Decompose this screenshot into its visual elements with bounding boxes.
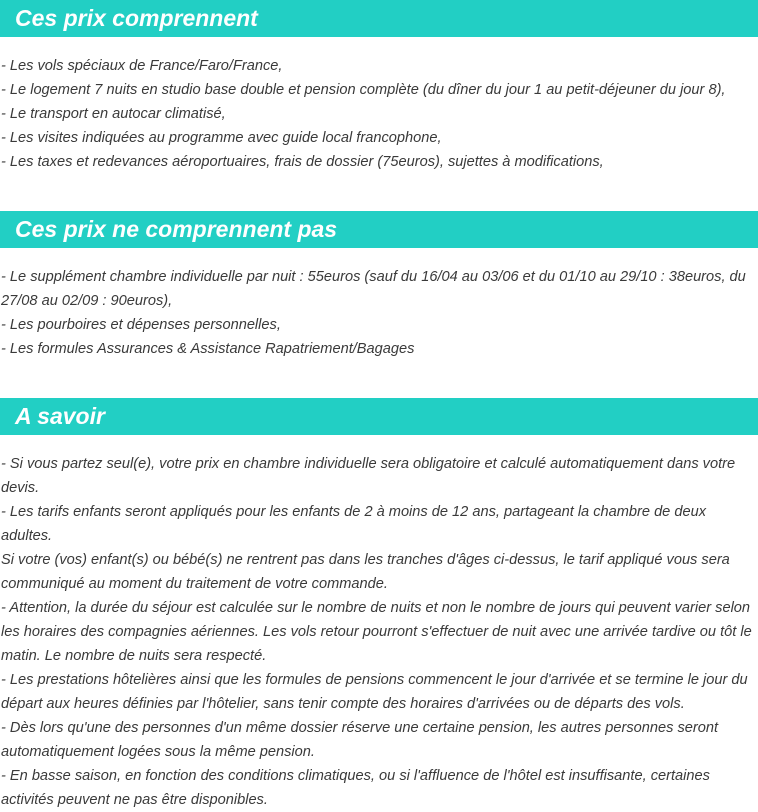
list-item: - Les tarifs enfants seront appliqués pour les enfants de 2 à moins de 12 ans, partageant la chambre de deux adultes. [1, 504, 706, 544]
list-item: - Le supplément chambre individuelle par nuit : 55euros (sauf du 16/04 au 03/06 et du 01/10 au 29/10 : 38euros, du 27/08 au 02/09 : 90euros), [1, 269, 746, 309]
list-item: - En basse saison, en fonction des conditions climatiques, ou si l'affluence de l'hôtel est insuffisante, certaines activités peuvent ne pas être disponibles. [1, 768, 710, 808]
section-header-not-included [0, 211, 758, 248]
list-item: Si votre (vos) enfant(s) ou bébé(s) ne rentrent pas dans les tranches d'âges ci-dessus, le tarif appliqué vous sera communiqué au moment du traitement de votre commande. [1, 552, 730, 592]
list-item: - Les prestations hôtelières ainsi que les formules de pensions commencent le jour d'arrivée et se termine le jour du départ aux heures définies par l'hôtelier, sans tenir compte des horaires d'arrivées ou de départs des vols. [1, 672, 748, 712]
list-item: - Attention, la durée du séjour est calculée sur le nombre de nuits et non le nombre de jours qui peuvent varier selon les horaires des compagnies aériennes. Les vols retour pourront s'effectuer de nuit avec une arrivée tardive ou tôt le matin. Le nombre de nuits sera respecté. [1, 600, 752, 664]
list-item: - Les taxes et redevances aéroportuaires, frais de dossier (75euros), sujettes à modifications, [1, 154, 604, 170]
list-item: - Les visites indiquées au programme avec guide local francophone, [1, 130, 442, 146]
list-item: - Si vous partez seul(e), votre prix en chambre individuelle sera obligatoire et calculé automatiquement dans votre devis. [1, 456, 736, 496]
section-title: Ces prix ne comprennent pas [15, 216, 338, 242]
section-header-included [0, 0, 758, 37]
section-title: Ces prix comprennent [15, 5, 258, 31]
section-header-good-to-know [0, 398, 758, 435]
list-item: - Le transport en autocar climatisé, [1, 106, 226, 122]
list-item: - Le logement 7 nuits en studio base double et pension complète (du dîner du jour 1 au petit-déjeuner du jour 8), [1, 82, 726, 98]
section-body-included [0, 54, 758, 174]
section-body-not-included [0, 265, 758, 361]
section-title: A savoir [15, 403, 105, 429]
section-body-good-to-know [0, 452, 758, 812]
list-item: - Dès lors qu'une des personnes d'un même dossier réserve une certaine pension, les autres personnes seront automatiquement logées sous la même pension. [1, 720, 719, 760]
list-item: - Les vols spéciaux de France/Faro/France, [1, 58, 283, 74]
list-item: - Les pourboires et dépenses personnelles, [1, 317, 281, 333]
list-item: - Les formules Assurances & Assistance Rapatriement/Bagages [1, 341, 415, 357]
